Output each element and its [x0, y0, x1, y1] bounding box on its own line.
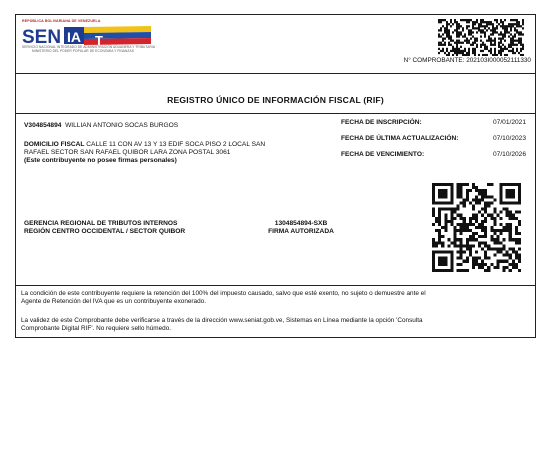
svg-text:IA: IA [67, 29, 81, 45]
retention-line-1: La condición de este contribuyente requiere la retención del 100% del impuesto causado, salvo que esté exento, no sujeto o demuestre ante el [21, 290, 426, 297]
taxpayer-name: WILLIAN ANTONIO SOCAS BURGOS [65, 122, 179, 129]
signature-note: (Este contribuyente no posee firmas personales) [24, 157, 177, 164]
comprobante-number: 202103I000052111330 [466, 57, 531, 64]
comprobante [371, 57, 531, 65]
domicile-line-1: CALLE 11 CON AV 13 Y 13 EDIF SOCA PISO 2 LOCAL SAN [86, 141, 266, 148]
signature-label: FIRMA AUTORIZADA [268, 228, 334, 235]
divider-footer [16, 285, 535, 286]
retention-line-2: Agente de Retención del IVA que es un contribuyente exonerado. [21, 298, 206, 305]
divider-top [16, 73, 535, 74]
taxpayer-line [24, 122, 178, 130]
qr-code-icon [432, 183, 521, 272]
validity-line-1: La validez de este Comprobante debe verificarse a través de la dirección www.seniat.gob.ve, Sistemas en Línea mediante la opción 'Consulta [21, 317, 423, 324]
update-label: FECHA DE ÚLTIMA ACTUALIZACIÓN: [341, 135, 459, 142]
barcode-icon [438, 19, 524, 56]
inscription-value: 07/01/2021 [492, 119, 526, 126]
comprobante-label: N° COMPROBANTE: [403, 57, 465, 64]
office-line-1: GERENCIA REGIONAL DE TRIBUTOS INTERNOS [24, 220, 178, 227]
expiry-label: FECHA DE VENCIMIENTO: [341, 151, 425, 158]
republic-line: REPÚBLICA BOLIVARIANA DE VENEZUELA [22, 19, 101, 23]
office-line-2: REGIÓN CENTRO OCCIDENTAL / SECTOR QUIBOR [24, 228, 186, 235]
validity-line-2: Comprobante Digital RIF'. No requiere sello húmedo. [21, 325, 172, 332]
domicile-block [24, 141, 339, 165]
domicile-label: DOMICILIO FISCAL [24, 141, 85, 148]
svg-text:SEN: SEN [22, 27, 62, 48]
rif-number: V304854894 [24, 122, 62, 129]
retention-notice [21, 290, 533, 306]
expiry-value: 07/10/2026 [492, 151, 526, 158]
inscription-label: FECHA DE INSCRIPCIÓN: [341, 119, 422, 126]
rif-certificate [15, 14, 536, 338]
logo-subline-1: SERVICIO NACIONAL INTEGRADO DE ADMINISTRACIÓN ADUANERA Y TRIBUTARIA [22, 45, 156, 49]
signature-code: 1304854894-SXB [274, 220, 328, 227]
update-value: 07/10/2023 [492, 135, 526, 142]
logo-subline-2: MINISTERIO DEL PODER POPULAR DE ECONOMÍA Y FINANZAS [32, 49, 134, 53]
domicile-line-2: RAFAEL SECTOR SAN RAFAEL QUIBOR LARA ZONA POSTAL 3061 [24, 149, 231, 156]
validity-notice [21, 317, 533, 333]
document-title: REGISTRO ÚNICO DE INFORMACIÓN FISCAL (RIF) [167, 95, 384, 105]
svg-text:T: T [95, 33, 103, 48]
divider-title [16, 113, 535, 114]
